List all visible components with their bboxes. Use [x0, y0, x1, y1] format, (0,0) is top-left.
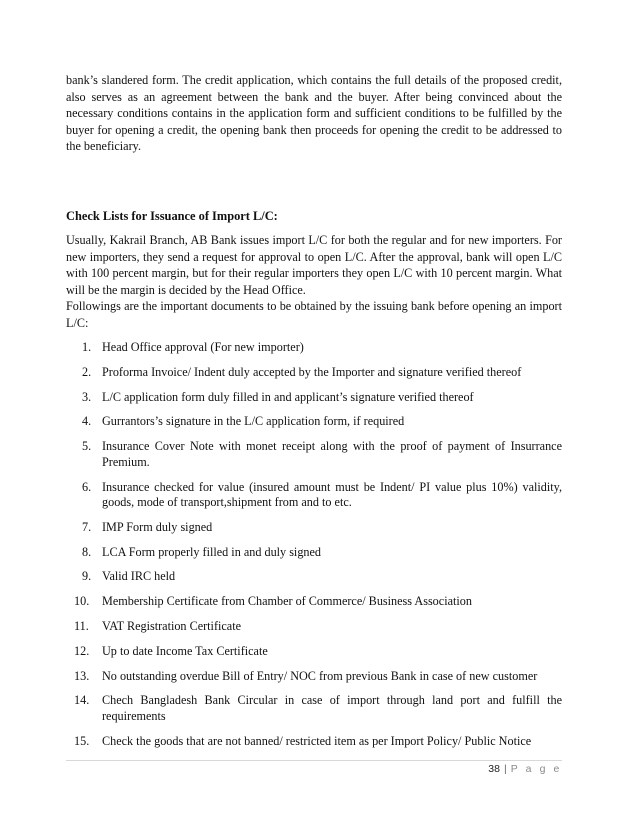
list-item — [66, 390, 562, 406]
page-number: 38 — [488, 763, 500, 775]
list-item-text: L/C application form duly filled in and applicant’s signature verified thereof — [102, 389, 474, 404]
intro-paragraph: bank’s slandered form. The credit application, which contains the full details of the proposed credit, also serves as an agreement between the bank and the buyer. After being convinced about the necessary conditions contains in the application form and sufficient conditions to be fulfilled by the buyer for opening a credit, the opening bank then proceeds for opening the credit to be addressed to the beneficiary. — [66, 73, 562, 154]
list-item-text: Up to date Income Tax Certificate — [102, 643, 268, 658]
list-item-text: VAT Registration Certificate — [102, 619, 241, 633]
list-item-text: No outstanding overdue Bill of Entry/ NOC from previous Bank in case of new customer — [102, 668, 538, 683]
list-item — [66, 439, 562, 470]
documents-checklist — [66, 340, 562, 759]
page-label: P a g e — [510, 763, 562, 775]
footer-divider — [66, 760, 562, 761]
list-item-number: 9. — [82, 569, 92, 584]
list-item-number: 10. — [74, 594, 90, 609]
list-item — [66, 669, 562, 685]
list-item-number: 6. — [82, 479, 92, 494]
list-item — [66, 644, 562, 660]
list-item — [66, 480, 562, 511]
list-item-text: Chech Bangladesh Bank Circular in case of import through land port and fulfill the requirements — [102, 693, 562, 723]
list-item — [66, 545, 562, 561]
list-item-text: LCA Form properly filled in and duly signed — [102, 544, 322, 559]
list-item — [66, 569, 562, 585]
list-item-number: 4. — [82, 414, 92, 429]
page-footer — [488, 763, 562, 775]
list-item-text: Insurance Cover Note with monet receipt along with the proof of payment of Insurrance Premium. — [102, 439, 562, 469]
list-item-text: Gurrantors’s signature in the L/C application form, if required — [102, 414, 405, 429]
list-item — [66, 414, 562, 430]
list-item-text: Proforma Invoice/ Indent duly accepted by the Importer and signature verified thereof — [102, 364, 522, 379]
list-item — [66, 734, 562, 750]
list-item — [66, 520, 562, 536]
section-heading: Check Lists for Issuance of Import L/C: — [66, 209, 278, 223]
list-item-text: Valid IRC held — [102, 569, 176, 584]
list-item — [66, 619, 562, 635]
list-item-number: 5. — [82, 439, 92, 454]
list-item-number: 2. — [82, 364, 92, 379]
list-item-number: 8. — [82, 544, 92, 559]
list-item-text: Head Office approval (For new importer) — [102, 340, 304, 354]
list-item-text: IMP Form duly signed — [102, 519, 213, 534]
list-item-number: 1. — [82, 340, 92, 354]
list-item-text: Membership Certificate from Chamber of Commerce/ Business Association — [102, 594, 472, 609]
list-item-text: Insurance checked for value (insured amount must be Indent/ PI value plus 10%) validity, goods, mode of transport,shipment from and to etc. — [102, 479, 562, 510]
paragraph-margin-policy: Usually, Kakrail Branch, AB Bank issues import L/C for both the regular and for new importers. For new importers, they send a request for approval to open L/C. After the approval, bank will open L/C with 100 percent margin, but for their regular importers they open L/C with 10 percent margin. What will be the margin is decided by the Head Office. — [66, 233, 562, 297]
list-item-number: 3. — [82, 389, 92, 404]
footer-separator: | — [503, 763, 507, 775]
list-item — [66, 365, 562, 381]
list-item — [66, 594, 562, 610]
paragraph-documents-intro: Followings are the important documents to be obtained by the issuing bank before opening an import L/C: — [66, 299, 562, 330]
list-item-number: 14. — [74, 693, 90, 708]
list-item-number: 12. — [74, 643, 90, 658]
list-item-number: 15. — [74, 733, 90, 748]
list-item-text: Check the goods that are not banned/ restricted item as per Import Policy/ Public Notice — [102, 733, 532, 748]
list-item-number: 7. — [82, 519, 92, 534]
list-item-number: 11. — [74, 619, 89, 633]
list-item-number: 13. — [74, 668, 90, 683]
list-item — [66, 693, 562, 724]
list-item — [66, 340, 562, 356]
